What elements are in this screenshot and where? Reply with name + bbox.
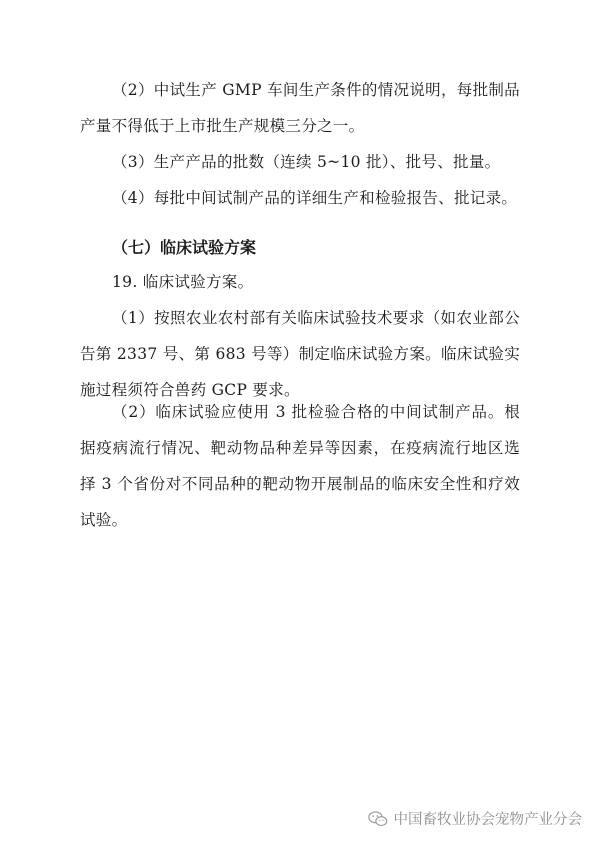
wechat-icon — [368, 810, 388, 828]
section-heading: （七）临床试验方案 — [112, 238, 257, 257]
watermark — [368, 808, 583, 829]
paragraph-batch-count: （3）生产产品的批数（连续 5~10 批）、批号、批量。 — [112, 153, 501, 171]
paragraph-batch-reports: （4）每批中间试制产品的详细生产和检验报告、批记录。 — [112, 189, 518, 207]
paragraph-trial-products: （2）临床试验应使用 3 批检验合格的中间试制产品。根据疫病流行情况、靶动物品种差异等因素，在疫病流行地区选择 3 个省份对不同品种的靶动物开展制品的临床安全性和疗效试验。 — [80, 403, 520, 529]
paragraph-gmp-conditions: （2）中试生产 GMP 车间生产条件的情况说明，每批制品产量不得低于上市批生产规模三分之一。 — [80, 81, 520, 135]
paragraph-trial-plan: （1）按照农业农村部有关临床试验技术要求（如农业部公告第 2337 号、第 683 号等）制定临床试验方案。临床试验实施过程须符合兽药 GCP 要求。 — [80, 309, 520, 399]
watermark-text: 中国畜牧业协会宠物产业分会 — [393, 812, 582, 828]
item-19-title: 19. 临床试验方案。 — [112, 273, 254, 291]
